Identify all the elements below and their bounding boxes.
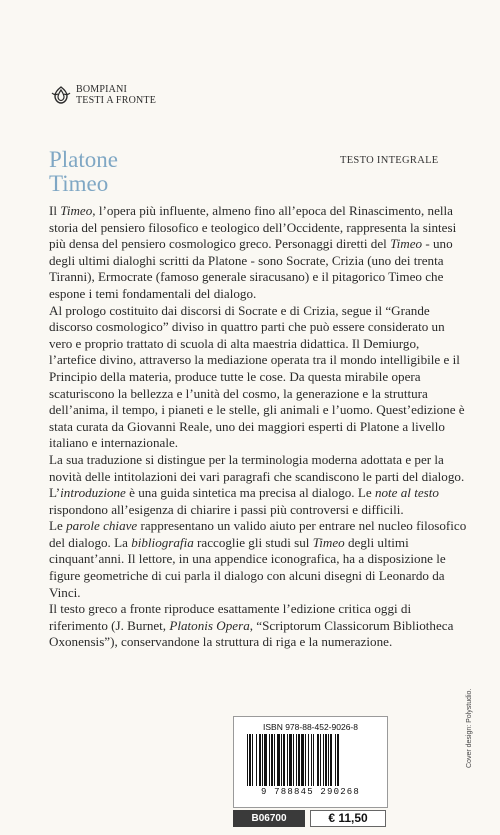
back-cover-blurb — [49, 203, 469, 651]
barcode-digits: 9 788845 290268 — [260, 787, 360, 797]
isbn-barcode-box — [233, 716, 388, 808]
price-badge: € 11,50 — [310, 810, 386, 827]
bompiani-logo-icon — [50, 84, 72, 106]
isbn-label: ISBN 978-88-452-9026-8 — [263, 722, 358, 732]
blurb-paragraph: Al prologo costituito dai discorsi di Socrate e di Crizia, segue il “Grande discorso cosmologico” diviso in quattro parti che può essere considerato un vero e proprio trattato di scuola di alta maestria didattica. Il Demiurgo, l’artefice divino, attraverso la mediazione operata tra il mondo intelligibile e il Principio della materia, produce tutte le cose. Da questa mirabile opera scaturiscono la bellezza e l’unità del cosmo, la generazione e la struttura dell’anima, il tempo, i pianeti e le stelle, gli animali e l’uomo. Quest’edizione è stata curata da Giovanni Reale, uno dei maggiori esperti di Platone a livello italiano e internazionale. — [49, 302, 465, 451]
barcode-icon — [247, 734, 375, 786]
blurb-paragraph: Il testo greco a fronte riproduce esattamente l’edizione critica oggi di riferimento (J. Burnet, Platonis Opera, “Scriptorum Classicorum Bibliotheca Oxonensis”), conservandone la struttura di riga e la numerazione. — [49, 601, 454, 650]
blurb-paragraph: Le parole chiave rappresentano un valido aiuto per entrare nel nucleo filosofico del dialogo. La bibliografia raccoglie gli studi sul Timeo degli ultimi cinquant’anni. Il lettore, in una appendice iconografica, ha a disposizione le figure geometriche di cui parla il dialogo con alcuni disegni di Leonardo da Vinci. — [49, 518, 467, 600]
blurb-paragraph: Il Timeo, l’opera più influente, almeno fino all’epoca del Rinascimento, nella storia del pensiero filosofico e teologico dell’Occidente, rappresenta la sintesi più densa del pensiero cosmologico greco. Personaggi diretti del Timeo - uno degli ultimi dialoghi scritti da Platone - sono Socrate, Crizia (uno dei trenta Tiranni), Ermocrate (famoso generale siracusano) e il pitagorico Timeo che espone i temi fondamentali del dialogo. — [49, 203, 457, 301]
edition-label: TESTO INTEGRALE — [340, 155, 439, 166]
book-title: Timeo — [49, 171, 109, 196]
publisher-name: BOMPIANI — [76, 84, 128, 95]
product-code: B06700 — [233, 810, 305, 827]
publisher-mark — [50, 84, 156, 106]
blurb-paragraph: La sua traduzione si distingue per la terminologia moderna adottata e per la novità delle intitolazioni dei vari paragrafi che scandiscono le parti del dialogo. L’introduzione è una guida sintetica ma precisa al dialogo. Le note al testo rispondono all’esigenza di chiarire i passi più controversi e difficili. — [49, 451, 465, 517]
series-name: TESTI A FRONTE — [76, 95, 157, 106]
book-author: Platone — [49, 147, 118, 172]
cover-design-credit: Cover design: Polystudio. — [466, 688, 473, 768]
